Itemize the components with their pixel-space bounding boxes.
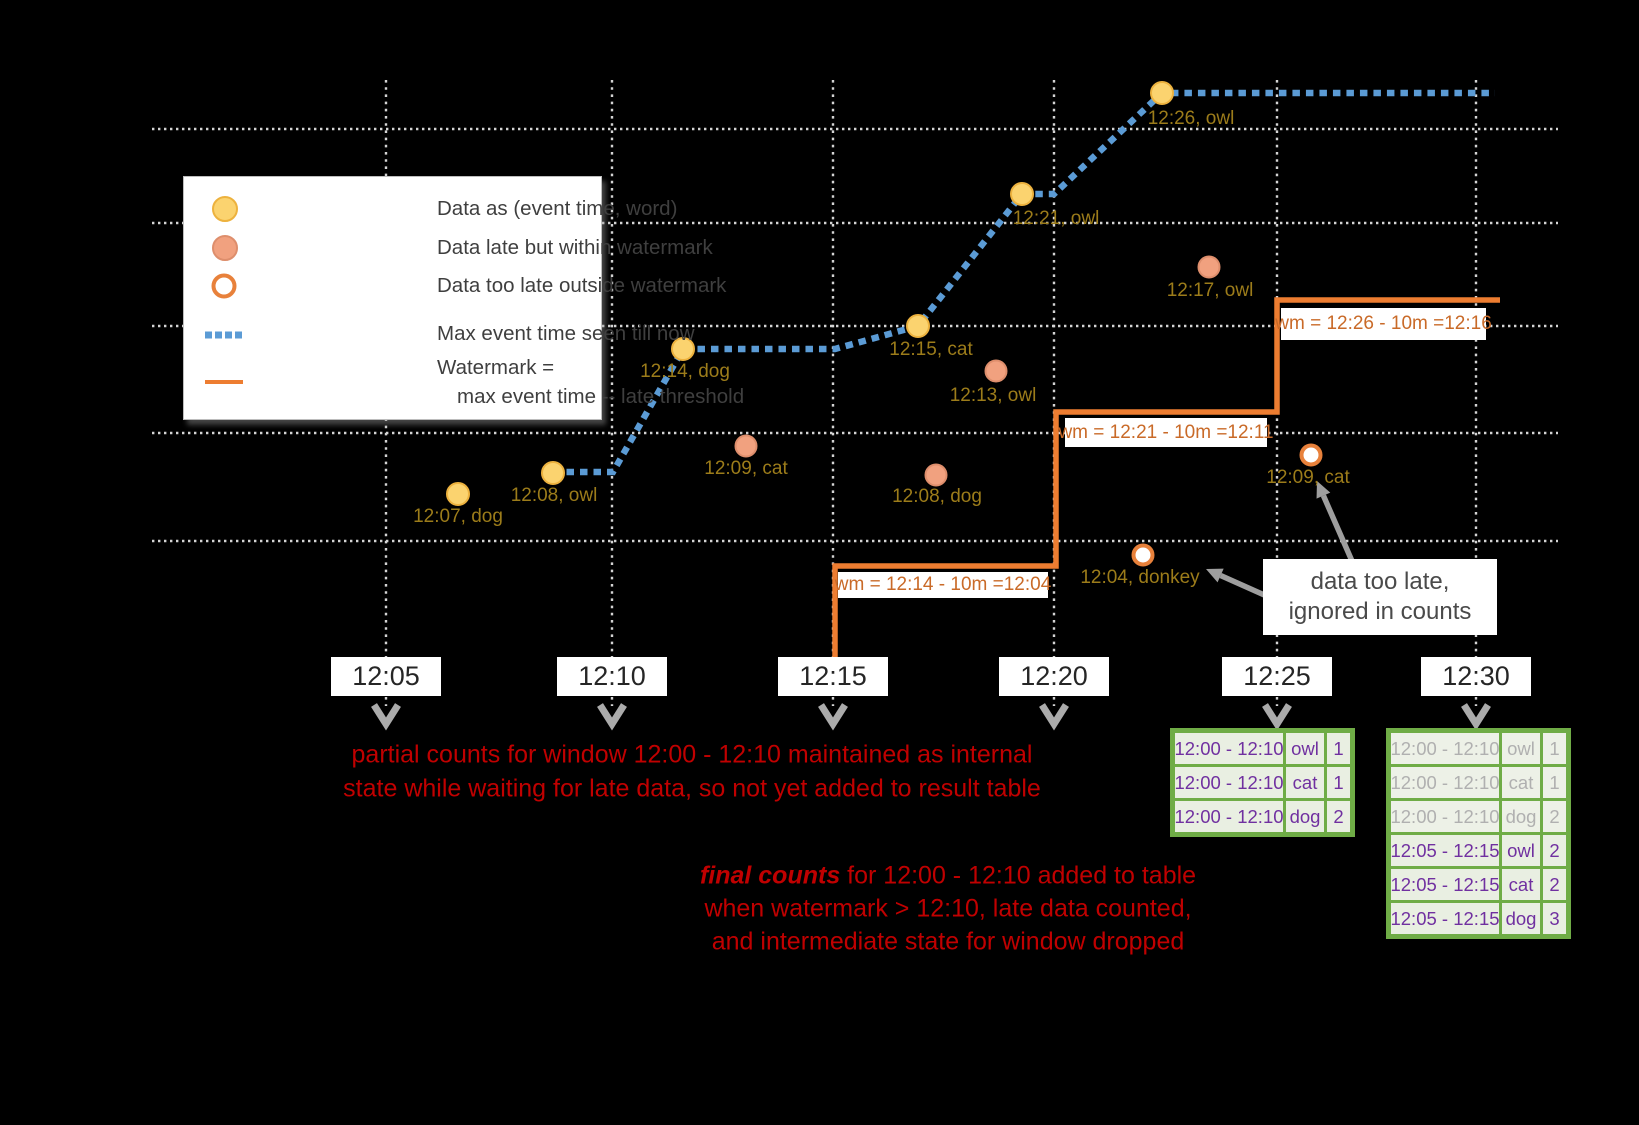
table-cell-count: 2 — [1543, 801, 1566, 832]
data-point-label: 12:13, owl — [949, 385, 1037, 406]
too-late-callout — [1263, 559, 1497, 635]
table-cell-window: 12:05 - 12:15 — [1391, 903, 1499, 934]
table-cell-count: 2 — [1327, 801, 1350, 832]
x-tick-12-05: 12:05 — [331, 657, 441, 696]
table-cell-window: 12:05 - 12:15 — [1391, 835, 1499, 866]
too-late-line2: ignored in counts — [1288, 598, 1472, 625]
table-cell-count: 2 — [1543, 835, 1566, 866]
data-point-late — [925, 464, 948, 487]
table-cell-count: 1 — [1543, 767, 1566, 798]
data-point-label: 12:08, dog — [892, 486, 982, 507]
x-tick-12-30: 12:30 — [1421, 657, 1531, 696]
final-counts-rest: for 12:00 - 12:10 added to table — [840, 861, 1197, 890]
table-cell-word: owl — [1502, 835, 1540, 866]
down-arrow-icon — [821, 705, 845, 724]
x-tick-12-25: 12:25 — [1222, 657, 1332, 696]
legend-item-maxevent: Max event time seen till now — [437, 322, 695, 345]
table-cell-window: 12:05 - 12:15 — [1391, 869, 1499, 900]
table-cell-window: 12:00 - 12:10 — [1175, 801, 1283, 832]
max-event-line-icon — [205, 332, 245, 339]
data-point-ontime — [1150, 81, 1174, 105]
x-tick-12-10: 12:10 — [557, 657, 667, 696]
result-table-12-30 — [1386, 728, 1571, 939]
data-point-late — [1198, 256, 1221, 279]
table-cell-word: dog — [1286, 801, 1324, 832]
table-cell-count: 3 — [1543, 903, 1566, 934]
down-arrow-icon — [1042, 705, 1066, 724]
watermark-label: wm = 12:26 - 10m =12:16 — [1281, 308, 1486, 340]
legend-item-late: Data late but within watermark — [437, 236, 713, 259]
table-cell-word: cat — [1502, 869, 1540, 900]
data-point-label: 12:07, dog — [413, 506, 503, 527]
table-cell-count: 1 — [1543, 733, 1566, 764]
table-cell-window: 12:00 - 12:10 — [1391, 801, 1499, 832]
x-tick-12-20: 12:20 — [999, 657, 1109, 696]
down-arrow-icon — [600, 705, 624, 724]
data-point-label: 12:15, cat — [889, 339, 973, 360]
watermark-label: wm = 12:21 - 10m =12:11 — [1065, 418, 1267, 447]
watermark-label: wm = 12:14 - 10m =12:04 — [838, 572, 1048, 598]
legend-item-toolate: Data too late outside watermark — [437, 274, 727, 297]
data-point-ontime — [906, 314, 930, 338]
data-point-toolate — [1300, 444, 1323, 467]
table-cell-word: dog — [1502, 801, 1540, 832]
data-point-label: 12:04, donkey — [1080, 567, 1200, 588]
data-point-late — [735, 435, 758, 458]
watermark-line-icon — [205, 380, 243, 384]
down-arrow-icon — [1464, 705, 1488, 724]
data-point-label: 12:09, cat — [1266, 467, 1350, 488]
data-point-toolate — [1132, 544, 1155, 567]
ontime-dot-icon — [212, 196, 238, 222]
data-point-label: 12:09, cat — [704, 458, 788, 479]
data-point-label: 12:21, owl — [1012, 208, 1100, 229]
table-cell-window: 12:00 - 12:10 — [1391, 733, 1499, 764]
table-cell-count: 1 — [1327, 733, 1350, 764]
table-cell-window: 12:00 - 12:10 — [1175, 733, 1283, 764]
data-point-ontime — [541, 461, 565, 485]
data-point-ontime — [446, 482, 470, 506]
partial-counts-note-line1: partial counts for window 12:00 - 12:10 maintained as internal — [351, 740, 1033, 769]
data-point-label: 12:14, dog — [640, 361, 730, 382]
data-point-ontime — [1010, 182, 1034, 206]
legend-item-ontime: Data as (event time, word) — [437, 197, 678, 220]
table-cell-word: cat — [1502, 767, 1540, 798]
result-table-12-25 — [1170, 728, 1355, 837]
down-arrow-icon — [374, 705, 398, 724]
table-cell-window: 12:00 - 12:10 — [1391, 767, 1499, 798]
down-arrow-icon — [1265, 705, 1289, 724]
table-cell-word: owl — [1286, 733, 1324, 764]
callout-arrow — [1323, 496, 1352, 561]
legend-item-watermark: Watermark = — [437, 356, 555, 379]
table-cell-count: 1 — [1327, 767, 1350, 798]
table-cell-window: 12:00 - 12:10 — [1175, 767, 1283, 798]
too-late-line1: data too late, — [1310, 568, 1450, 595]
toolate-ring-icon — [212, 274, 237, 299]
final-counts-emphasis: final counts — [699, 861, 841, 890]
data-point-label: 12:26, owl — [1147, 108, 1235, 129]
final-counts-note-line3: and intermediate state for window dropped — [711, 927, 1185, 956]
data-point-label: 12:17, owl — [1166, 280, 1254, 301]
table-cell-word: cat — [1286, 767, 1324, 798]
partial-counts-note-line2: state while waiting for late data, so not yet added to result table — [343, 774, 1041, 803]
table-cell-word: owl — [1502, 733, 1540, 764]
final-counts-note-line2: when watermark > 12:10, late data counted, — [704, 894, 1192, 923]
legend-item-watermark-line2: max event time -- late threshold — [457, 385, 745, 408]
final-counts-note-line1 — [700, 862, 1196, 891]
table-cell-count: 2 — [1543, 869, 1566, 900]
x-tick-12-15: 12:15 — [778, 657, 888, 696]
late-dot-icon — [212, 235, 238, 261]
data-point-late — [985, 360, 1008, 383]
data-point-label: 12:08, owl — [510, 485, 598, 506]
table-cell-word: dog — [1502, 903, 1540, 934]
